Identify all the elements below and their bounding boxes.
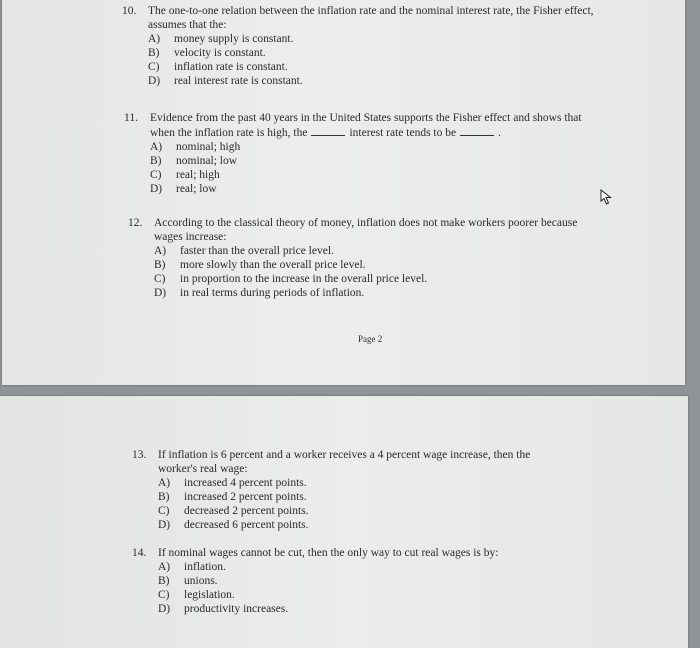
option-d[interactable]: D) decreased 6 percent points. — [158, 519, 309, 531]
document-page-lower — [0, 396, 688, 648]
question-12 — [128, 216, 594, 300]
answer-blank — [460, 125, 494, 136]
option-c[interactable]: C) legislation. — [158, 589, 235, 601]
option-a[interactable]: A) faster than the overall price level. — [154, 245, 334, 257]
question-stem: The one-to-one relation between the inflation rate and the nominal interest rate, the Fisher effect, assumes that the: — [148, 5, 594, 31]
mouse-cursor-icon — [600, 189, 614, 205]
question-stem: If inflation is 6 percent and a worker receives a 4 percent wage increase, then the worker's real wage: — [158, 449, 531, 475]
option-c[interactable]: C) in proportion to the increase in the overall price level. — [154, 273, 428, 285]
question-number: 11. — [124, 112, 138, 124]
question-10 — [122, 4, 602, 88]
question-13 — [132, 448, 572, 532]
question-14 — [132, 546, 572, 616]
question-stem: If nominal wages cannot be cut, then the only way to cut real wages is by: — [158, 547, 499, 559]
document-page-upper — [2, 0, 685, 385]
question-11 — [124, 111, 608, 196]
option-b[interactable]: B) velocity is constant. — [148, 47, 266, 59]
option-b[interactable]: B) increased 2 percent points. — [158, 491, 307, 503]
question-number: 12. — [128, 217, 143, 229]
option-a[interactable]: A) increased 4 percent points. — [158, 477, 307, 489]
option-d[interactable]: D) productivity increases. — [158, 603, 289, 615]
option-d[interactable]: D) in real terms during periods of inflation. — [154, 287, 365, 299]
option-c[interactable]: C) real; high — [150, 169, 220, 181]
question-stem: According to the classical theory of money, inflation does not make workers poorer because wages increase: — [154, 217, 578, 243]
option-b[interactable]: B) nominal; low — [150, 155, 238, 167]
answer-blank — [311, 125, 345, 136]
option-b[interactable]: B) unions. — [158, 575, 218, 587]
option-c[interactable]: C) inflation rate is constant. — [148, 61, 288, 73]
question-number: 10. — [122, 5, 137, 17]
option-a[interactable]: A) nominal; high — [150, 141, 241, 153]
option-a[interactable]: A) inflation. — [158, 561, 226, 573]
option-c[interactable]: C) decreased 2 percent points. — [158, 505, 309, 517]
question-number: 14. — [132, 547, 147, 559]
page-number: Page 2 — [358, 334, 383, 344]
option-b[interactable]: B) more slowly than the overall price level. — [154, 259, 366, 271]
question-stem: Evidence from the past 40 years in the United States supports the Fisher effect and shows that when the inflation rate is high, the interest rate tends to be . — [150, 112, 582, 139]
option-a[interactable]: A) money supply is constant. — [148, 33, 294, 45]
question-number: 13. — [132, 449, 147, 461]
option-d[interactable]: D) real interest rate is constant. — [148, 75, 303, 87]
option-d[interactable]: D) real; low — [150, 183, 217, 195]
